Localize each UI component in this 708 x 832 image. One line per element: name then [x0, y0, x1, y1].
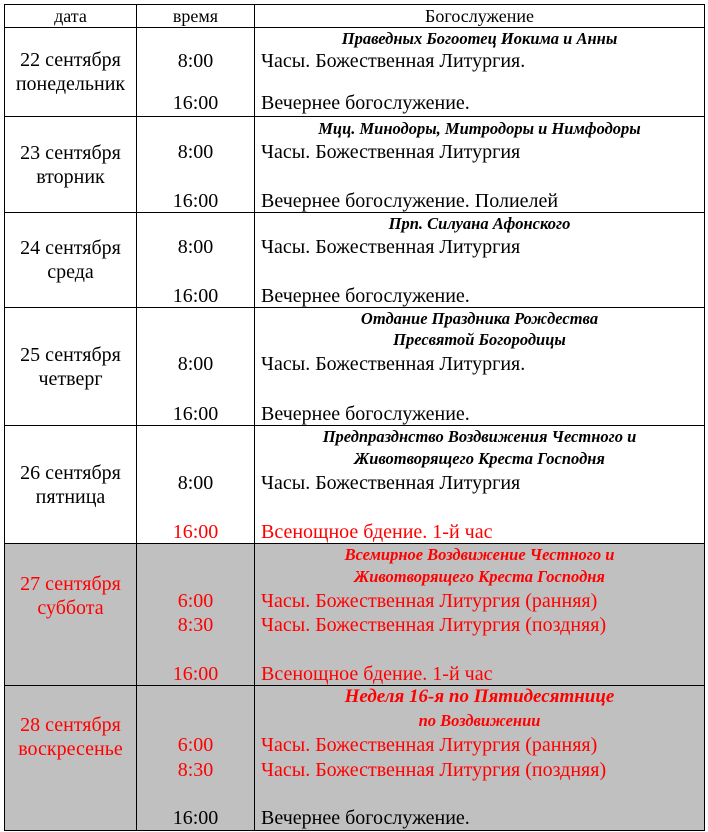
service-text: Часы. Божественная Литургия	[261, 236, 521, 258]
time-text: 6:00	[177, 734, 214, 756]
time-text: 8:00	[177, 353, 214, 375]
service-text: Часы. Божественная Литургия (поздняя)	[261, 614, 607, 636]
time-text: 8:00	[177, 236, 214, 258]
day-row	[5, 213, 705, 308]
service-cell	[255, 544, 705, 686]
date-text: 28 сентября	[20, 714, 121, 736]
feast-title: Отдание Праздника Рождества	[360, 309, 599, 328]
time-cell	[137, 686, 255, 831]
time-cell	[137, 213, 255, 308]
time-text: 16:00	[172, 190, 219, 212]
service-text: Часы. Божественная Литургия (поздняя)	[261, 759, 607, 781]
service-text: Всенощное бдение. 1-й час	[261, 663, 493, 685]
time-text: 8:00	[177, 141, 214, 163]
feast-title: Мцц. Минодоры, Митродоры и Нимфодоры	[318, 119, 641, 138]
service-text: Часы. Божественная Литургия	[261, 472, 521, 494]
service-text: Вечернее богослужение.	[261, 92, 470, 114]
date-text: 23 сентября	[20, 141, 121, 164]
service-text: Часы. Божественная Литургия (ранняя)	[261, 590, 598, 612]
time-text: 6:00	[177, 590, 214, 612]
feast-title: Праведных Богоотец Иокима и Анны	[341, 29, 618, 48]
weekday-text: понедельник	[15, 73, 126, 95]
date-text: 27 сентября	[20, 573, 121, 595]
day-row	[5, 686, 705, 831]
date-cell	[5, 544, 137, 686]
feast-title: Животворящего Креста Господня	[354, 449, 605, 468]
time-text: 16:00	[172, 285, 219, 307]
feast-title: по Воздвижении	[418, 711, 541, 730]
date-cell	[5, 686, 137, 831]
date-cell	[5, 426, 137, 544]
header-date: дата	[5, 5, 137, 28]
service-text: Вечернее богослужение.	[261, 403, 470, 425]
date-cell	[5, 28, 137, 117]
day-row	[5, 28, 705, 117]
service-text: Часы. Божественная Литургия.	[261, 353, 526, 375]
date-text: 22 сентября	[20, 49, 121, 71]
time-text: 16:00	[172, 521, 219, 543]
date-cell	[5, 308, 137, 426]
feast-title: Прп. Силуана Афонского	[388, 214, 571, 233]
day-row	[5, 117, 705, 213]
date-cell	[5, 117, 137, 213]
time-cell	[137, 308, 255, 426]
service-text: Часы. Божественная Литургия.	[261, 50, 526, 72]
time-text: 8:00	[177, 50, 214, 72]
date-text: 26 сентября	[20, 461, 121, 484]
service-cell	[255, 28, 705, 117]
date-text: 24 сентября	[20, 237, 121, 259]
date-text: 25 сентября	[20, 343, 121, 366]
service-text: Часы. Божественная Литургия	[261, 141, 521, 163]
service-cell	[255, 686, 705, 831]
service-text: Вечернее богослужение. Полиелей	[261, 190, 559, 212]
day-row	[5, 308, 705, 426]
schedule-table	[4, 4, 705, 831]
weekday-text: пятница	[35, 485, 106, 508]
time-text: 8:30	[177, 759, 214, 781]
time-text: 8:30	[177, 614, 214, 636]
feast-title: Предпразднство Воздвижения Честного и	[322, 427, 637, 446]
feast-title: Пресвятой Богородицы	[393, 330, 566, 349]
header-service: Богослужение	[255, 5, 705, 28]
weekday-text: воскресенье	[18, 738, 123, 760]
day-row	[5, 544, 705, 686]
time-cell	[137, 426, 255, 544]
service-text: Вечернее богослужение.	[261, 285, 470, 307]
day-row	[5, 426, 705, 544]
date-cell	[5, 213, 137, 308]
service-text: Часы. Божественная Литургия (ранняя)	[261, 734, 598, 756]
weekday-text: суббота	[37, 597, 104, 619]
weekday-text: четверг	[38, 367, 103, 390]
feast-title: Животворящего Креста Господня	[354, 567, 605, 586]
service-cell	[255, 117, 705, 213]
header-time: время	[137, 5, 255, 28]
service-cell	[255, 213, 705, 308]
service-cell	[255, 308, 705, 426]
weekday-text: вторник	[36, 165, 105, 188]
service-text: Вечернее богослужение.	[261, 807, 470, 829]
service-cell	[255, 426, 705, 544]
time-cell	[137, 544, 255, 686]
time-text: 16:00	[172, 92, 219, 114]
feast-title: Неделя 16-я по Пятидесятнице	[344, 686, 615, 707]
time-text: 16:00	[172, 663, 219, 685]
feast-title: Всемирное Воздвижение Честного и	[344, 545, 615, 564]
time-cell	[137, 117, 255, 213]
service-text: Всенощное бдение. 1-й час	[261, 521, 493, 543]
time-cell	[137, 28, 255, 117]
header-row	[5, 5, 705, 28]
time-text: 16:00	[172, 403, 219, 425]
weekday-text: среда	[47, 261, 94, 283]
time-text: 16:00	[172, 807, 219, 829]
time-text: 8:00	[177, 472, 214, 494]
